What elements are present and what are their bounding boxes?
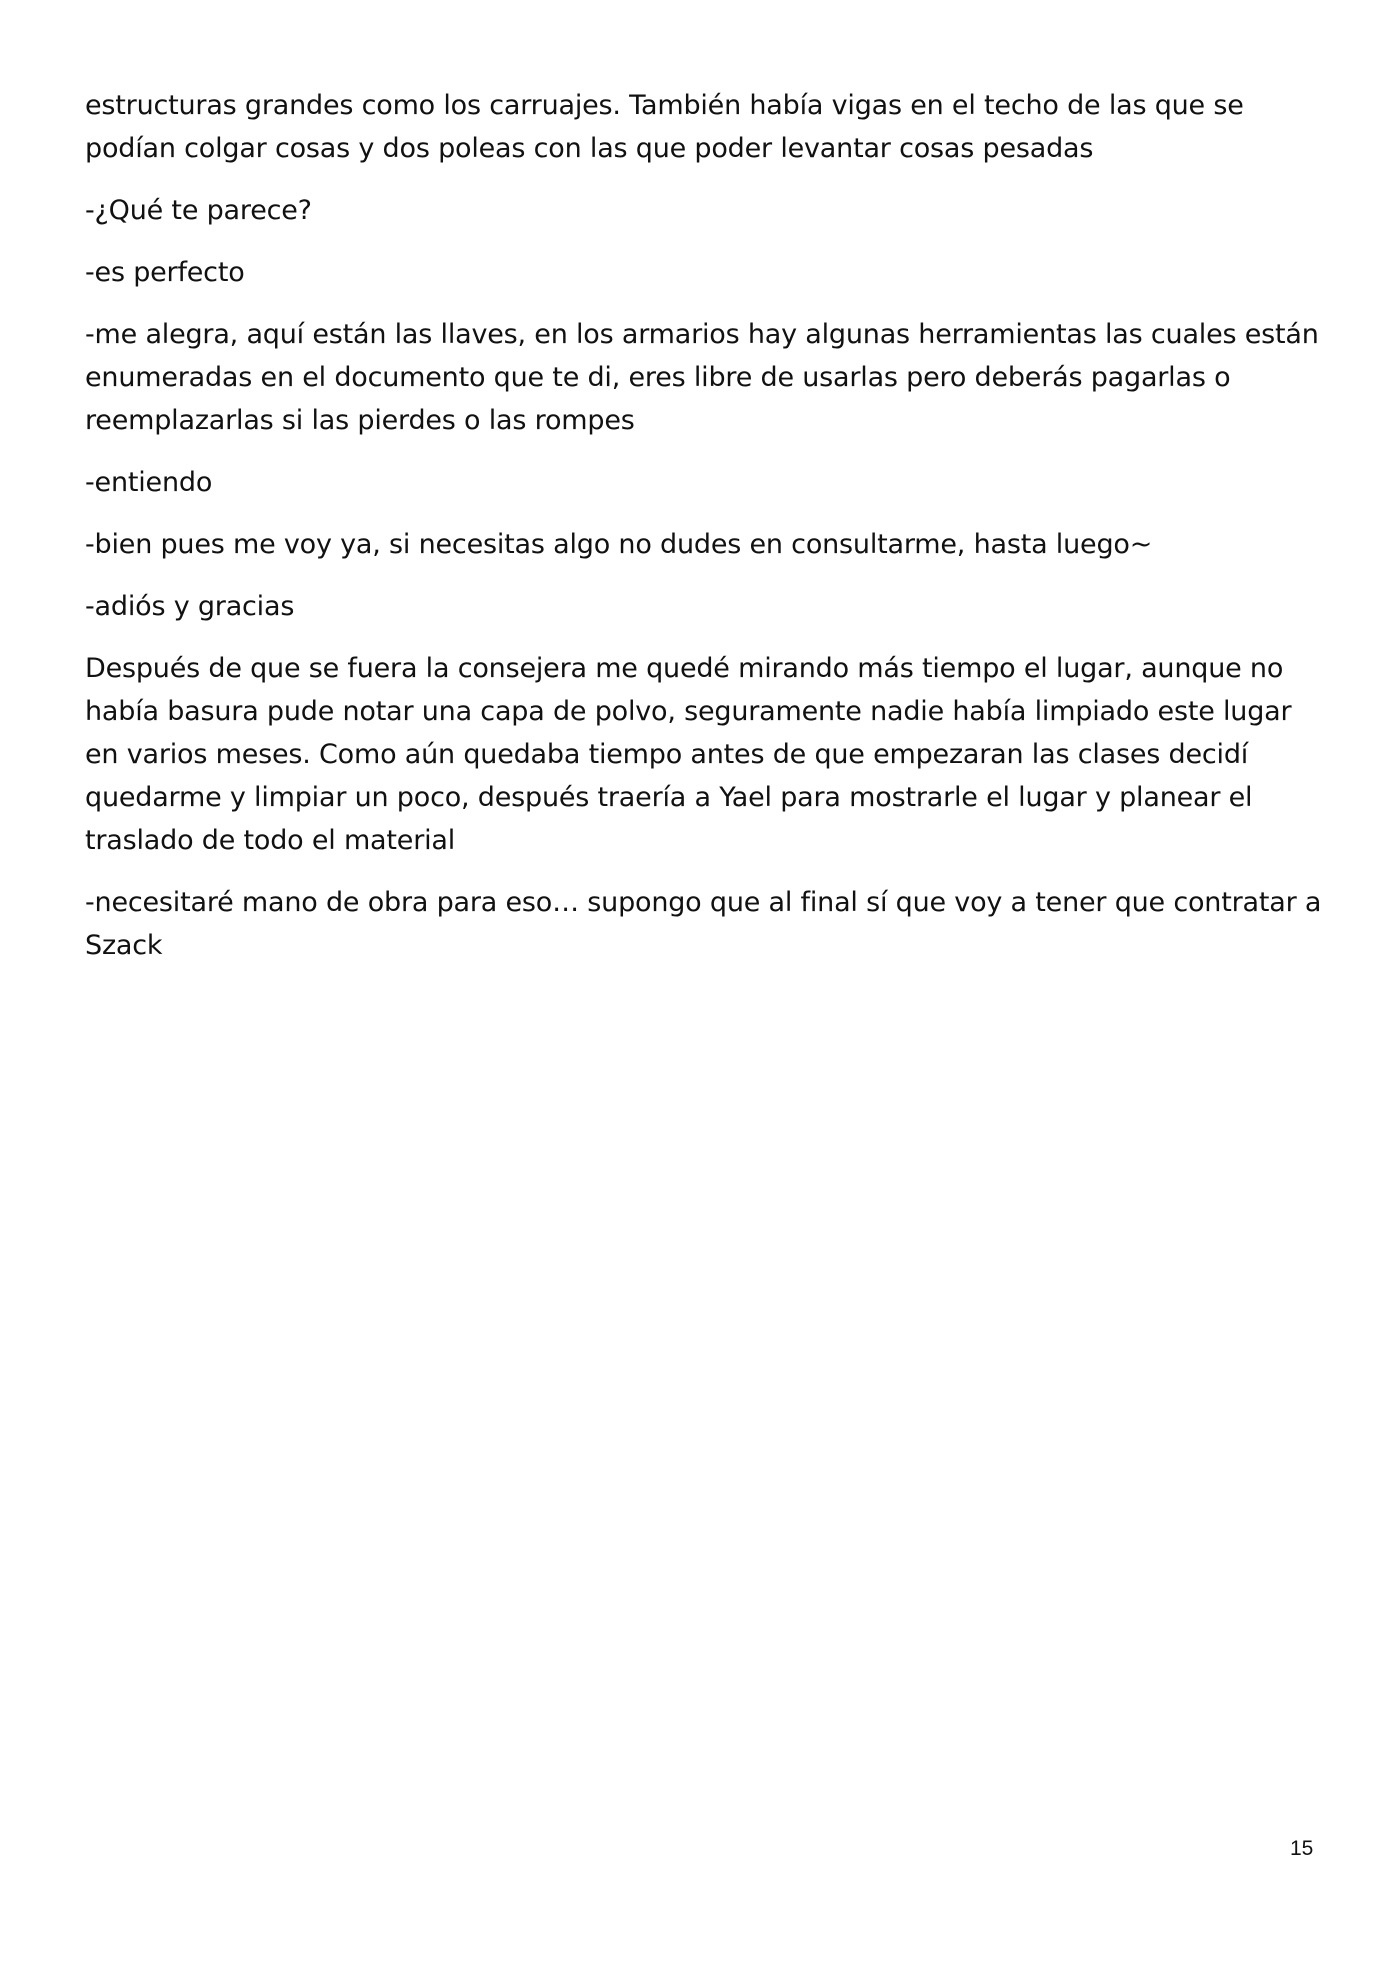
- page-number: 15: [1290, 1837, 1314, 1860]
- paragraph-6: -bien pues me voy ya, si necesitas algo no dudes en consultarme, hasta luego~: [85, 529, 1153, 560]
- paragraph-1: estructuras grandes como los carruajes. También había vigas en el techo de las que se podían colgar cosas y dos poleas con las que poder levantar cosas pesadas: [85, 90, 1244, 164]
- paragraph-3: -es perfecto: [85, 257, 245, 288]
- paragraph-4: -me alegra, aquí están las llaves, en los armarios hay algunas herramientas las cuales están enumeradas en el documento que te di, eres libre de usarlas pero deberás pagarlas o reemplazarlas si las pierdes o las rompes: [85, 319, 1319, 436]
- text-body: [85, 84, 1330, 986]
- paragraph-2: -¿Qué te parece?: [85, 195, 312, 226]
- paragraph-8: Después de que se fuera la consejera me quedé mirando más tiempo el lugar, aunque no había basura pude notar una capa de polvo, seguramente nadie había limpiado este lugar en varios meses. Como aún quedaba tiempo antes de que empezaran las clases decidí quedarme y limpiar un poco, después traería a Yael para mostrarle el lugar y planear el traslado de todo el material: [85, 653, 1292, 856]
- paragraph-5: -entiendo: [85, 467, 213, 498]
- paragraph-9: -necesitaré mano de obra para eso… supongo que al final sí que voy a tener que contratar a Szack: [85, 887, 1322, 961]
- paragraph-7: -adiós y gracias: [85, 591, 295, 622]
